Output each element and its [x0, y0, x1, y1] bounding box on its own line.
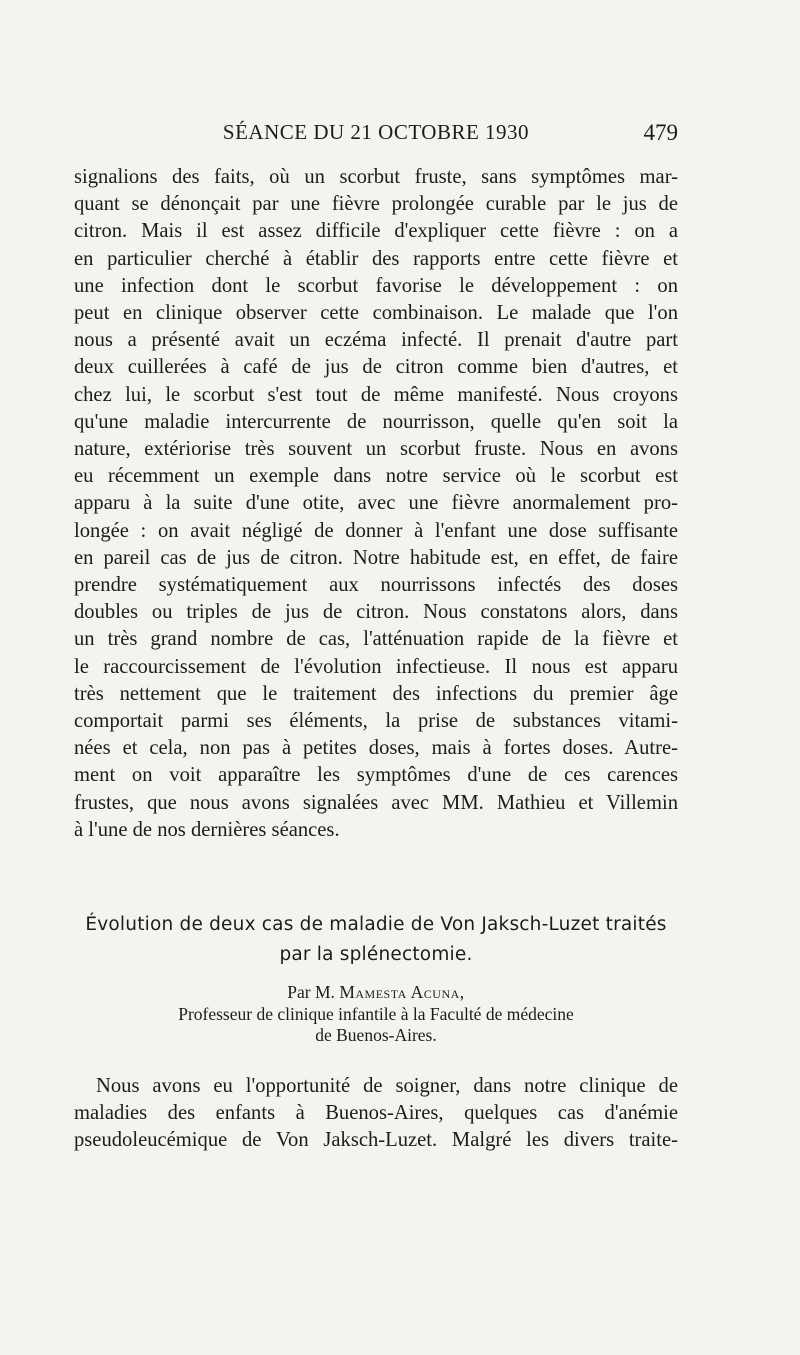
byline — [74, 982, 678, 1047]
text-line: signalions des faits, où un scorbut fruste, sans symptômes mar- — [74, 166, 678, 188]
text-line: ment on voit apparaître les symptômes d'une de ces carences — [74, 764, 678, 787]
text-line: pseudoleucémique de Von Jaksch-Luzet. Malgré les divers traite- — [74, 1129, 678, 1152]
running-head — [74, 120, 678, 150]
running-title: SÉANCE DU 21 OCTOBRE 1930 — [222, 120, 530, 144]
text-line: frustes, que nous avons signalées avec MM. Mathieu et Villemin — [74, 791, 678, 814]
text-line: une infection dont le scorbut favorise le développement : on — [74, 274, 678, 297]
text-line: maladies des enfants à Buenos-Aires, quelques cas d'anémie — [74, 1102, 678, 1125]
affiliation-line: Professeur de clinique infantile à la Faculté de médecine — [178, 1003, 574, 1024]
text-line: en pareil cas de jus de citron. Notre habitude est, en effet, de faire — [74, 546, 678, 569]
text-line: nous a présenté avait un eczéma infecté. Il prenait d'autre part — [74, 329, 678, 352]
text-line: nature, extériorise très souvent un scorbut fruste. Nous en avons — [74, 438, 678, 461]
text-line: citron. Mais il est assez difficile d'expliquer cette fièvre : on a — [74, 220, 678, 243]
text-line: deux cuillerées à café de jus de citron comme bien d'autres, et — [74, 356, 678, 379]
text-line: nées et cela, non pas à petites doses, mais à fortes doses. Autre- — [74, 737, 678, 760]
text-line: très nettement que le traitement des infections du premier âge — [74, 682, 678, 705]
text-line: en particulier cherché à établir des rapports entre cette fièvre et — [74, 247, 678, 270]
author-name: Mamesta Acuna, — [339, 982, 465, 1002]
article-body-paragraph — [74, 1073, 678, 1155]
article-title-line: par la splénectomie. — [279, 944, 473, 965]
text-line: chez lui, le scorbut s'est tout de même manifesté. Nous croyons — [74, 383, 678, 406]
text-line: apparu à la suite d'une otite, avec une fièvre anormalement pro- — [74, 492, 678, 515]
text-line: peut en clinique observer cette combinaison. Le malade que l'on — [74, 302, 678, 325]
text-line: le raccourcissement de l'évolution infectieuse. Il nous est apparu — [74, 655, 678, 678]
text-line: à l'une de nos dernières séances. — [74, 818, 340, 841]
author-line — [74, 982, 678, 1004]
body-paragraph — [74, 164, 678, 844]
page-number: 479 — [643, 120, 678, 145]
text-line: qu'une maladie intercurrente de nourrisson, quelle qu'en soit la — [74, 410, 678, 433]
affiliation-line: de Buenos-Aires. — [315, 1025, 437, 1045]
article-title — [74, 910, 678, 970]
text-line: Nous avons eu l'opportunité de soigner, dans notre clinique de — [96, 1075, 678, 1097]
text-line: longée : on avait négligé de donner à l'enfant une dose suffisante — [74, 519, 678, 542]
text-line: doubles ou triples de jus de citron. Nous constatons alors, dans — [74, 601, 678, 624]
text-line: comportait parmi ses éléments, la prise de substances vitami- — [74, 710, 678, 733]
text-line: un très grand nombre de cas, l'atténuation rapide de la fièvre et — [74, 628, 678, 651]
byline-prefix: Par M. — [287, 982, 335, 1002]
article-title-line: Évolution de deux cas de maladie de Von Jaksch-Luzet traités — [85, 914, 667, 935]
text-line: eu récemment un exemple dans notre service où le scorbut est — [74, 465, 678, 488]
text-line: prendre systématiquement aux nourrissons infectés des doses — [74, 574, 678, 597]
text-line: quant se dénonçait par une fièvre prolongée curable par le jus de — [74, 193, 678, 216]
